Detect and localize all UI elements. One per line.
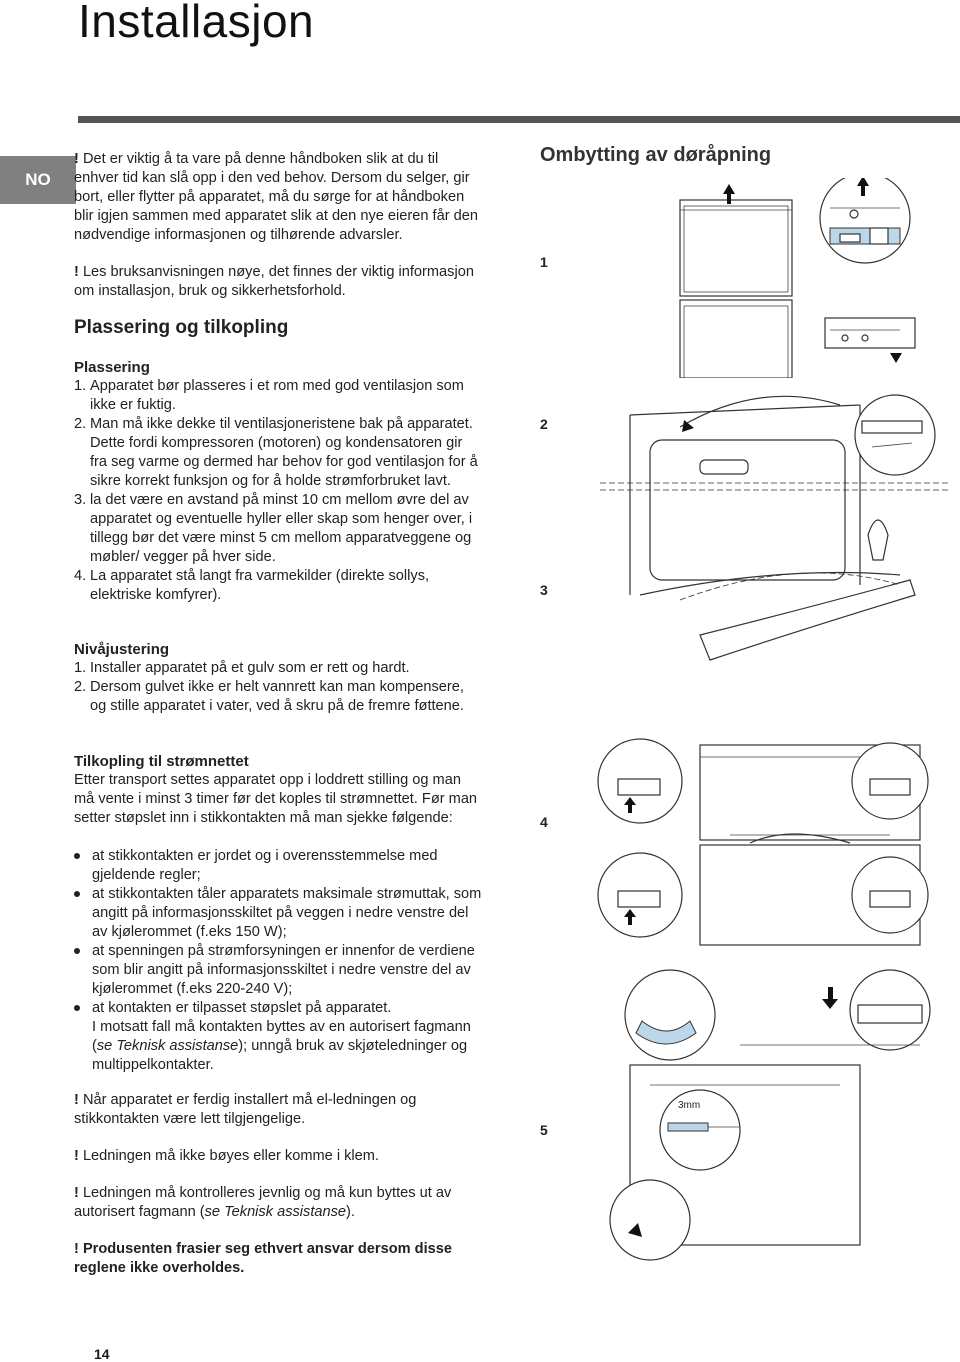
list-item: at spenningen på strømforsyningen er innenfor de verdiene som blir angitt på informasjonsskiltet i nedre venstre del av kjølerommet (f.eks 220-240 V); [74, 942, 482, 999]
list-item: 3. la det være en avstand på minst 10 cm mellom øvre del av apparatet og eventuelle hyller eller skap som henger over, i tillegg bør det være minst 5 cm mellom apparatveggene og møbler/ vegger på hver side. [74, 492, 473, 565]
power-heading: Tilkopling til strømnettet [74, 753, 249, 770]
power-bullets [74, 847, 482, 1075]
note-cable-bend: ! Ledningen må ikke bøyes eller komme i klem. [74, 1148, 379, 1164]
placement-subheading: Plassering [74, 359, 150, 376]
list-item: 1. Apparatet bør plasseres i et rom med god ventilasjon som ikke er fuktig. [74, 378, 464, 413]
power-notes [74, 1091, 482, 1278]
arrow-down-icon [822, 987, 838, 1009]
list-item: 2. Man må ikke dekke til ventilasjoneristene bak på apparatet. Dette fordi kompressoren (motoren) og kondensatoren gir fra seg varme og dermed har behov for god ventilasjon for å sikre korrekt funksjon og for å holde strømforbruket lavt. [74, 416, 478, 489]
step-number: 5 [540, 1122, 548, 1138]
arrow-down-icon [890, 353, 902, 363]
step4-illustration [590, 735, 950, 955]
intro-section [74, 150, 482, 301]
step2-3-illustration [600, 385, 950, 685]
list-item: at stikkontakten tåler apparatets maksimale strømuttak, som angitt på informasjonsskiltet på veggen i nedre venstre del av kjølerommet (f.eks 150 W); [74, 885, 482, 942]
step-number: 4 [540, 814, 548, 830]
step5-illustration [590, 965, 950, 1265]
screw-icon [850, 210, 858, 218]
power-checklist [74, 847, 482, 1075]
placement-heading: Plassering og tilkopling [74, 317, 289, 338]
dimension-label: 3mm [678, 1100, 701, 1111]
leveling-list [74, 659, 482, 716]
list-item: at kontakten er tilpasset støpslet på apparatet. I motsatt fall må kontakten byttes av en autorisert fagmann (se Teknisk assistanse); unngå bruk av skjøteledninger og multippelkontakter. [74, 999, 482, 1075]
page-number: 14 [94, 1346, 110, 1362]
door-reversal-heading: Ombytting av døråpning [540, 144, 772, 166]
power-intro: Etter transport settes apparatet opp i loddrett stilling og man må vente i minst 3 timer før det koples til strømnettet. Før man setter støpslet inn i stikkontakten må man sjekke følgende: [74, 772, 478, 826]
step-number: 2 [540, 416, 548, 432]
note-accessible: ! Når apparatet er ferdig installert må el-ledningen og stikkontakten være lett tilgjengelige. [74, 1092, 417, 1127]
leveling-section [74, 640, 482, 716]
placement-section [74, 358, 482, 605]
list-item: at stikkontakten er jordet og i overensstemmelse med gjeldende regler; [74, 847, 482, 885]
placement-list [74, 377, 482, 605]
power-section [74, 752, 482, 828]
language-tab: NO [0, 156, 76, 204]
list-item: 1. Installer apparatet på et gulv som er rett og hardt. [74, 660, 410, 676]
note-liability: ! Produsenten frasier seg ethvert ansvar dersom disse reglene ikke overholdes. [74, 1241, 452, 1276]
list-item: 2. Dersom gulvet ikke er helt vannrett kan man kompensere, og stille apparatet i vater, ved å skru på de fremre føttene. [74, 679, 464, 714]
page-title: Installasjon [78, 0, 315, 47]
intro-note-1: ! Det er viktig å ta vare på denne håndboken slik at du til enhver tid kan slå opp i den ved behov. Dersom du selger, gir bort, eller flytter på apparatet, må du sørge for at håndboken blir igjen sammen med apparatet slik at den nye eieren får den nødvendige informasjonen og tilhørende advarsler. [74, 151, 478, 243]
drill-icon [868, 520, 888, 560]
note-cable-check: ! Ledningen må kontrolleres jevnlig og må kun byttes ut av autorisert fagmann (se Teknisk assistanse). [74, 1185, 452, 1220]
hinge-icon [825, 318, 915, 348]
leveling-subheading: Nivåjustering [74, 641, 170, 658]
list-item: 4. La apparatet stå langt fra varmekilder (direkte sollys, elektriske komfyrer). [74, 568, 430, 603]
step1-illustration [600, 178, 940, 378]
step-number: 1 [540, 254, 548, 270]
step-number: 3 [540, 582, 548, 598]
intro-note-2: ! Les bruksanvisningen nøye, det finnes der viktig informasjon om installasjon, bruk og sikkerhetsforhold. [74, 264, 474, 299]
header-rule [78, 116, 960, 123]
